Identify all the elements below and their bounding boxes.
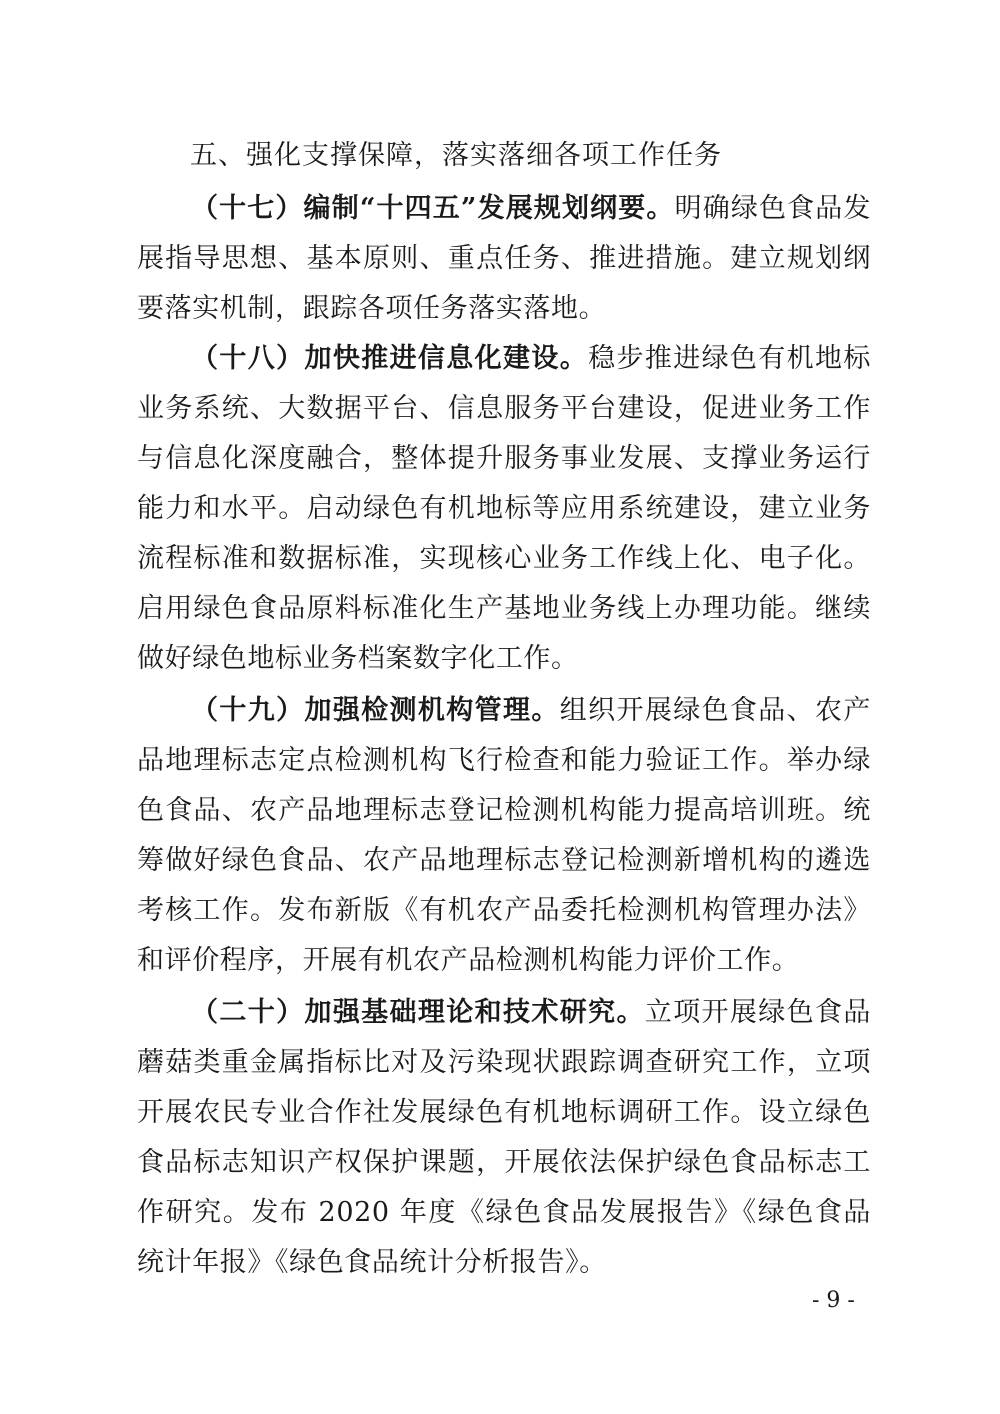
- paragraph-lead: （十八）加快推进信息化建设。: [191, 343, 589, 374]
- page-number: - 9 -: [812, 1288, 855, 1313]
- paragraph-19: [137, 686, 871, 986]
- paragraph-lead: （十七）编制“十四五”发展规划纲要。: [191, 193, 675, 224]
- paragraph-lead: （十九）加强检测机构管理。: [191, 695, 560, 726]
- paragraph-lead: （二十）加强基础理论和技术研究。: [191, 997, 645, 1028]
- paragraph-body: 组织开展绿色食品、农产品地理标志定点检测机构飞行检查和能力验证工作。举办绿色食品、农产品地理标志登记检测机构能力提高培训班。统筹做好绿色食品、农产品地理标志登记检测新增机构的遴选考核工作。发布新版《有机农产品委托检测机构管理办法》和评价程序，开展有机农产品检测机构能力评价工作。: [137, 695, 871, 976]
- paragraph-body: 明确绿色食品发展指导思想、基本原则、重点任务、推进措施。建立规划纲要落实机制，跟踪各项任务落实落地。: [137, 193, 871, 324]
- paragraph-20: [137, 988, 871, 1288]
- paragraph-17: [137, 184, 871, 334]
- paragraph-body: 立项开展绿色食品蘑菇类重金属指标比对及污染现状跟踪调查研究工作，立项开展农民专业合作社发展绿色有机地标调研工作。设立绿色食品标志知识产权保护课题，开展依法保护绿色食品标志工作研究。发布 2020 年度《绿色食品发展报告》《绿色食品统计年报》《绿色食品统计分析报告》。: [137, 997, 871, 1278]
- paragraph-18: [137, 334, 871, 684]
- section-heading: 五、强化支撑保障，落实落细各项工作任务: [190, 140, 722, 171]
- paragraph-body: 稳步推进绿色有机地标业务系统、大数据平台、信息服务平台建设，促进业务工作与信息化深度融合，整体提升服务事业发展、支撑业务运行能力和水平。启动绿色有机地标等应用系统建设，建立业务流程标准和数据标准，实现核心业务工作线上化、电子化。启用绿色食品原料标准化生产基地业务线上办理功能。继续做好绿色地标业务档案数字化工作。: [137, 343, 871, 674]
